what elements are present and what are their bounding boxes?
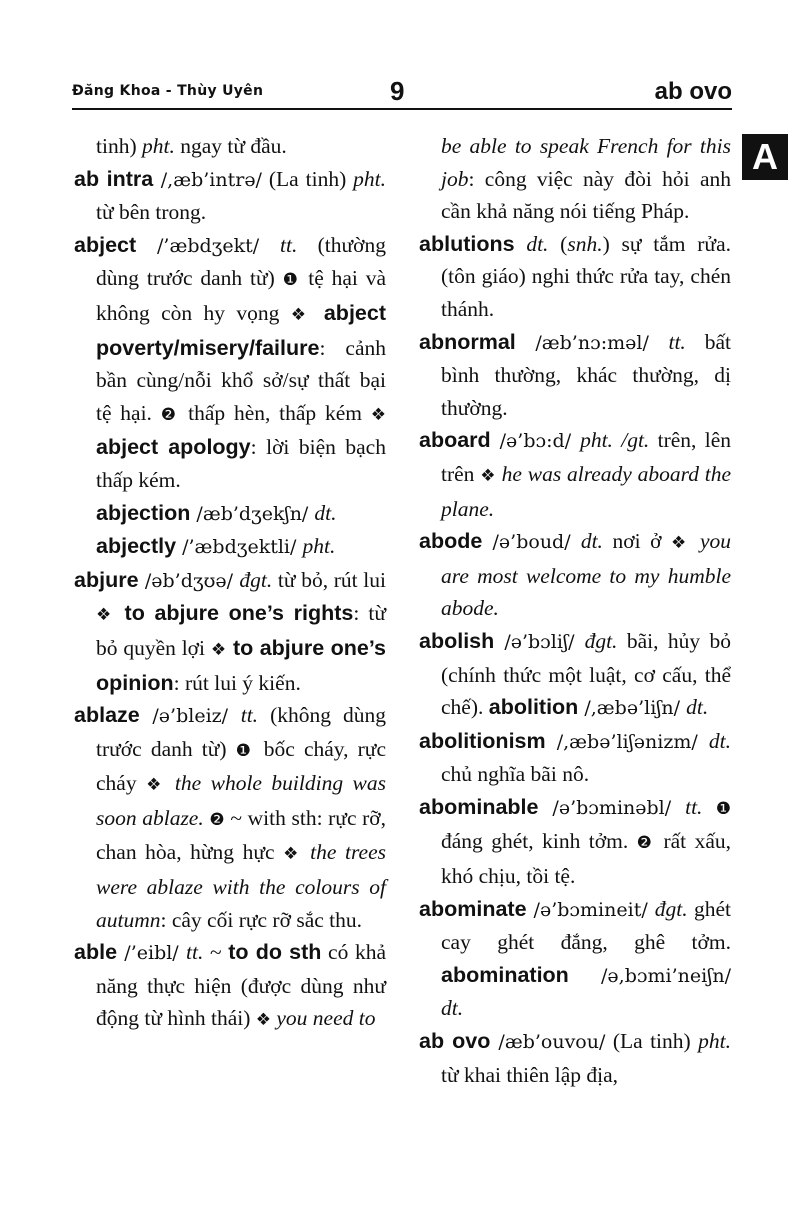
entry-text: tệ hại và không còn hy vọng <box>96 266 387 325</box>
entry-text <box>702 795 715 819</box>
thumb-index-tab: A <box>742 134 788 180</box>
dictionary-entry <box>74 229 386 497</box>
italic-text: tt. <box>186 940 204 965</box>
italic-text: tt. <box>668 329 686 354</box>
italic-text: be able to speak French for this job <box>441 134 731 191</box>
entry-text: từ bỏ, rút lui <box>272 567 386 592</box>
dictionary-entry <box>419 725 731 791</box>
phonetic: /’æbdʒekt/ <box>136 234 281 257</box>
italic-text: pht. <box>302 534 336 559</box>
headword: abominable <box>419 794 539 819</box>
italic-text: you need to <box>271 1006 376 1031</box>
italic-text: pht. /gt. <box>580 428 650 453</box>
italic-text: dt. <box>314 500 337 525</box>
italic-text: dt. <box>526 231 549 256</box>
headword: abolitionism <box>419 728 546 753</box>
italic-text: you are most welcome to my humble abode. <box>441 529 732 621</box>
headword: abolish <box>419 628 495 653</box>
right-column <box>419 130 731 1091</box>
sense-marker: ❖ <box>146 775 166 796</box>
header-rule <box>72 108 732 110</box>
phonetic: /əb’dʒʊə/ <box>138 569 240 592</box>
entry-text: (La tinh) <box>261 166 354 191</box>
entry-text: nơi ở <box>602 529 672 554</box>
bold-phrase: abolition <box>488 695 579 720</box>
headword: abjure <box>74 567 139 592</box>
phonetic: /ə’bɔ:d/ <box>490 430 581 453</box>
italic-text: the whole building was soon ablaze. <box>96 771 387 830</box>
entry-text: từ bên trong. <box>96 200 207 225</box>
dictionary-entry <box>419 1025 731 1091</box>
headword: abode <box>419 529 483 554</box>
entry-text: ( <box>548 231 568 256</box>
dictionary-entry <box>419 625 731 725</box>
sense-marker: ❶ <box>715 798 731 819</box>
entry-text: rất xấu, khó chịu, tồi tệ. <box>441 829 731 889</box>
sense-marker: ❶ <box>235 740 255 761</box>
phonetic: /æb’nɔ:məl/ <box>515 331 669 354</box>
bold-phrase: abomination <box>441 962 569 987</box>
entry-text: : lời biện bạch thấp kém. <box>96 435 386 492</box>
headword: ab ovo <box>419 1029 491 1054</box>
sense-marker: ❖ <box>290 304 312 325</box>
entry-text: đáng ghét, kinh tởm. <box>441 829 637 854</box>
entry-text: (La tinh) <box>605 1029 699 1054</box>
dictionary-entry <box>74 130 386 163</box>
headword: abject <box>74 232 137 257</box>
entry-text: thấp hèn, thấp kém <box>179 400 371 425</box>
entry-text: : rút lui ý kiến. <box>173 670 301 695</box>
entry-text: (không dùng trước danh từ) <box>96 703 386 761</box>
dictionary-entry <box>74 497 386 531</box>
headword: able <box>74 940 118 965</box>
italic-text: đgt. <box>239 567 273 592</box>
sense-marker: ❖ <box>96 605 115 626</box>
headword: ablaze <box>74 703 140 728</box>
phonetic: /,æbə’liʃənizm/ <box>545 730 709 753</box>
entry-text: (thường dùng trước danh từ) <box>96 232 386 291</box>
bold-phrase: abjection <box>96 500 191 525</box>
entry-text: bất bình thường, khác thường, dị thường. <box>441 329 731 420</box>
entry-text: ) sự tắm rửa. (tôn giáo) nghi thức rửa tay, chén thánh. <box>441 231 731 321</box>
italic-text: dt. <box>441 996 464 1021</box>
dictionary-entry <box>74 936 386 1037</box>
dictionary-entry <box>419 791 731 893</box>
italic-text: đgt. <box>654 896 688 921</box>
italic-text: he was already aboard the plane. <box>441 461 731 521</box>
dictionary-entry <box>419 130 731 228</box>
italic-text: pht. <box>141 134 175 158</box>
sense-marker: ❶ <box>282 270 301 291</box>
bold-phrase: to abjure one’s rights <box>114 601 354 626</box>
headword: ab intra <box>74 166 154 191</box>
headword: ablutions <box>419 231 515 256</box>
italic-text: pht. <box>698 1029 731 1054</box>
italic-text: dt. <box>708 728 731 753</box>
dictionary-entry <box>74 530 386 564</box>
italic-text: tt. <box>240 703 259 728</box>
entry-text: trên, lên trên <box>441 428 731 486</box>
entry-text: từ khai thiên lập địa, <box>441 1062 619 1087</box>
entry-text: ~ with sth: rực rỡ, chan hòa, hừng hực <box>96 805 386 865</box>
headword: aboard <box>419 428 491 453</box>
italic-text: pht. <box>353 166 387 191</box>
page-header <box>72 76 732 110</box>
dictionary-entry <box>419 525 731 625</box>
entry-text: : cảnh bần cùng/nỗi khổ sở/sự thất bại tệ hại. <box>96 335 386 425</box>
phonetic: /,æb’intrə/ <box>153 168 262 191</box>
bold-phrase: abject apology <box>96 435 251 460</box>
entry-text: : từ bỏ quyền lợi <box>96 601 386 660</box>
entry-text: có khả năng thực hiện (được dùng như động từ hình thái) <box>96 940 386 1031</box>
dictionary-entry <box>74 699 386 936</box>
phonetic: /ə’boud/ <box>482 531 581 554</box>
entry-text: : cây cối rực rỡ sắc thu. <box>160 907 363 932</box>
sense-marker: ❷ <box>160 404 180 425</box>
entry-text: ngay từ đầu. <box>174 134 287 158</box>
italic-text: the trees were ablaze with the colours of autumn <box>96 840 386 932</box>
italic-text: dt. <box>580 529 603 554</box>
phonetic: /’æbdʒektli/ <box>176 536 303 559</box>
page-number: 9 <box>390 76 405 106</box>
phonetic: /ə’bɔliʃ/ <box>494 630 585 653</box>
phonetic: /æb’dʒekʃn/ <box>190 502 315 525</box>
sense-marker: ❖ <box>255 1010 271 1031</box>
entry-text <box>515 232 527 256</box>
entry-text: tinh) <box>96 134 142 158</box>
phonetic: /ə’bɔmineit/ <box>526 898 655 921</box>
entry-text: ghét cay ghét đắng, ghê tởm. <box>441 896 731 955</box>
entry-text: ~ <box>203 940 229 965</box>
bold-phrase: abject poverty/misery/failure <box>96 300 386 360</box>
dictionary-entry <box>74 564 386 699</box>
phonetic: /ə’bleiz/ <box>139 705 241 728</box>
phonetic: /,æbə’liʃn/ <box>578 697 687 720</box>
bold-phrase: to do sth <box>228 940 322 965</box>
left-column <box>74 130 386 1037</box>
phonetic: /æb’ouvou/ <box>490 1031 606 1054</box>
sense-marker: ❖ <box>210 639 227 660</box>
dictionary-entry <box>419 326 731 425</box>
italic-text: tt. <box>685 794 703 819</box>
italic-text: tt. <box>280 232 298 257</box>
phonetic: /ə,bɔmi’neiʃn/ <box>568 964 731 987</box>
phonetic: /ə’bɔminəbl/ <box>538 796 686 819</box>
sense-marker: ❖ <box>671 533 691 554</box>
italic-text: snh. <box>567 231 603 256</box>
dictionary-entry <box>419 424 731 525</box>
dictionary-entry <box>74 163 386 229</box>
sense-marker: ❖ <box>283 844 302 865</box>
headword: abominate <box>419 896 527 921</box>
bold-phrase: to abjure one’s opinion <box>96 635 386 695</box>
entry-text: chủ nghĩa bãi nô. <box>441 762 590 787</box>
italic-text: dt. <box>686 695 709 720</box>
entry-text: bãi, hủy bỏ (chính thức một luật, cơ cấu, thể chế). <box>441 628 731 720</box>
sense-marker: ❷ <box>209 809 225 830</box>
sense-marker: ❖ <box>370 404 386 425</box>
sense-marker: ❖ <box>480 465 496 486</box>
header-guide-word: ab ovo <box>654 78 732 105</box>
entry-text: : công việc này đòi hỏi anh cần khả năng nói tiếng Pháp. <box>441 166 731 224</box>
sense-marker: ❷ <box>636 833 655 854</box>
bold-phrase: abjectly <box>96 534 177 559</box>
italic-text: đgt. <box>584 628 618 653</box>
headword: abnormal <box>419 329 516 354</box>
dictionary-entry <box>419 228 731 326</box>
entry-text: bốc cháy, rực cháy <box>96 736 386 796</box>
phonetic: /’eibl/ <box>117 942 186 965</box>
header-authors: Đăng Khoa - Thùy Uyên <box>72 83 264 99</box>
dictionary-entry <box>419 893 731 1025</box>
